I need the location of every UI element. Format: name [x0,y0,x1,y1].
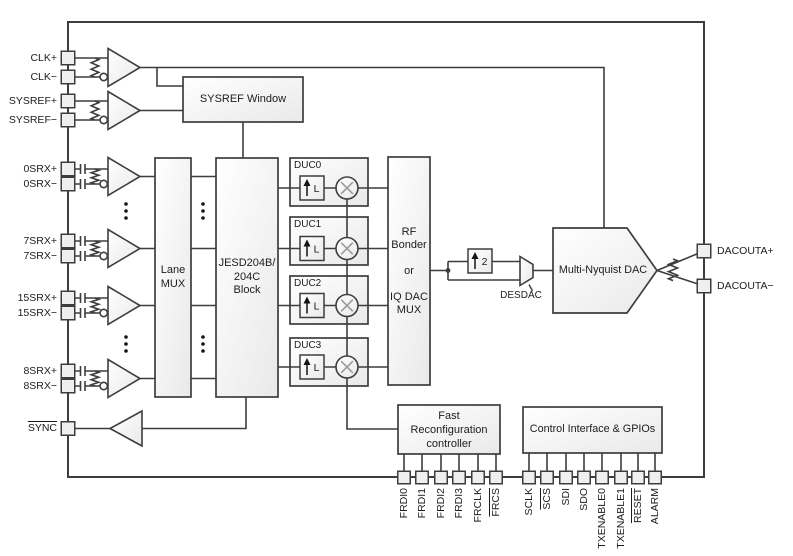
pin-label-scs: $\overline{SCS}$ [541,488,553,510]
srx-buffer-out-wires [140,177,155,379]
duc3-interpolator-icon [300,355,324,379]
pin-label-sdo: SDO [578,488,590,511]
duc1-interp-factor: L [313,243,320,256]
duc0-mixer-icon [336,177,358,199]
pin-label-frdi3: FRDI3 [453,488,465,519]
pin-label-15srx-plus: 15SRX+ [17,291,57,304]
control-gpio-label: Control Interface & GPIOs [529,423,656,436]
lanemux-to-jesd-wires [191,177,216,379]
pin-label-sysref-minus: SYSREF− [8,113,57,126]
pin-label-0srx-plus: 0SRX+ [23,162,57,175]
pin-label-dacouta-minus: DACOUTA− [717,279,774,292]
duc2-mixer-icon [336,295,358,317]
pin-label-15srx-minus: 15SRX− [17,306,57,319]
pin-label-0srx-minus: 0SRX− [23,177,57,190]
duc0-interpolator-icon [300,176,324,200]
srx0-input-buffer [75,158,140,196]
clk-input-buffer [75,49,140,87]
duc1-mixer-icon [336,238,358,260]
pin-label-sysref-plus: SYSREF+ [8,94,57,107]
junction-dot [446,268,451,273]
ellipsis-dots [124,202,128,220]
pin-label-sclk: SCLK [523,488,535,516]
sysref-window-label: SYSREF Window [199,92,287,105]
pin-label-dacouta-plus: DACOUTA+ [717,244,774,257]
pin-label-frcs: FRCS [490,488,502,517]
duc2-label: DUC2 [294,278,322,289]
pin-label-frclk: FRCLK [472,488,484,523]
srx8-input-buffer [75,360,140,398]
duc3-mixer-icon [336,356,358,378]
duc2-interpolator-icon [300,294,324,318]
duc1-interpolator-icon [300,237,324,261]
pin-label-txenable1: TXENABLE1 [615,488,627,549]
duc3-interp-factor: L [313,361,320,374]
pin-label-frdi0: FRDI0 [398,488,410,519]
pin-label-7srx-minus: 7SRX− [23,249,57,262]
pin-label-sdi: SDI [560,488,572,506]
lane-mux-label: Lane MUX [160,264,186,290]
rf-bonder-label: RF Bonder or IQ DAC MUX [390,225,428,316]
pin-label-8srx-plus: 8SRX+ [23,364,57,377]
pin-label-7srx-plus: 7SRX+ [23,234,57,247]
control-gpio-pin-stubs [529,453,655,471]
desdac-label: DESDAC [500,289,542,301]
duc2-interp-factor: L [313,300,320,313]
pin-label-txenable0: TXENABLE0 [596,488,608,549]
fast-reconfig-label: Fast Reconfiguration controller [410,409,488,450]
pin-label-frdi1: FRDI1 [416,488,428,519]
duc1-label: DUC1 [294,219,322,230]
pin-label-reset: RESET [632,488,644,524]
pin-label-8srx-minus: 8SRX− [23,379,57,392]
ellipsis-dots [124,335,128,353]
pin-label-frdi2: FRDI2 [435,488,447,519]
duc0-label: DUC0 [294,160,322,171]
sync-buffer [110,411,142,446]
interp-by-2-icon [468,249,492,273]
srx15-input-buffer [75,287,140,325]
srx7-input-buffer [75,230,140,268]
jesd-block-label: JESD204B/ 204C Block [218,257,276,297]
jesd-to-sync-wire [142,397,246,429]
pin-label-clk-minus: CLK− [30,70,57,83]
pin-label-alarm: ALARM [649,488,661,525]
fast-reconfig-pin-stubs [404,454,496,471]
duc3-label: DUC3 [294,340,322,351]
interp-by-2-factor: 2 [481,256,488,268]
ellipsis-dots [201,335,205,353]
pin-label-sync: SYNC [27,422,57,434]
ellipsis-dots [201,202,205,220]
clk-to-sysref-window-wire [157,68,183,87]
sysref-input-buffer [75,92,140,130]
pin-label-clk-plus: CLK+ [30,51,57,64]
bottom-pin-squares [398,471,662,484]
desdac-mux [520,257,533,286]
multi-nyquist-dac-label: Multi-Nyquist DAC [558,263,648,276]
duc0-interp-factor: L [313,182,320,195]
